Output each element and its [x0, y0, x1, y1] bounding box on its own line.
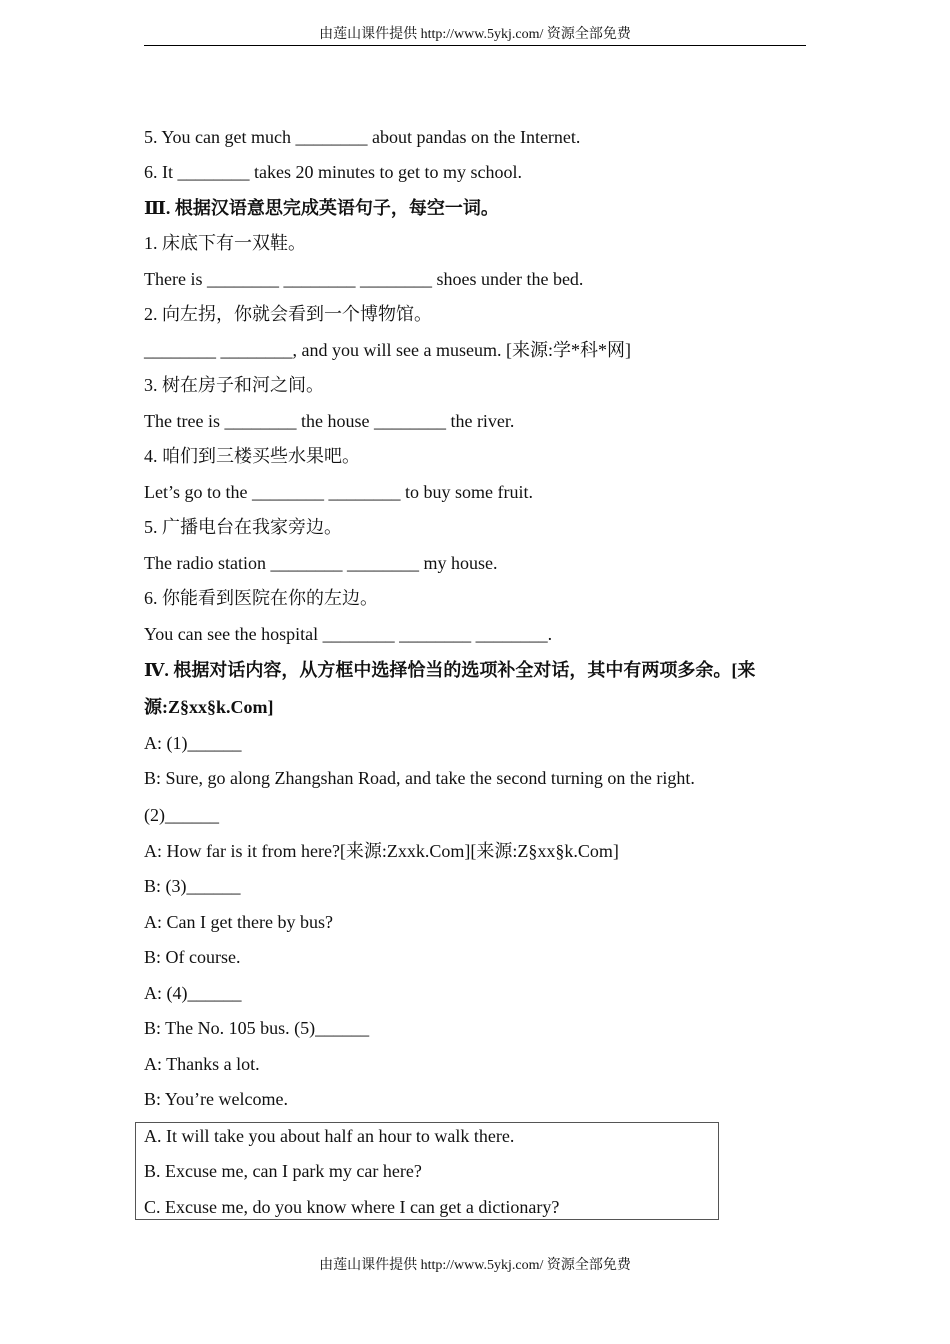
question-line: ________ ________, and you will see a museum. [来源:学*科*网]: [144, 340, 631, 360]
question-line: The radio station ________ ________ my house.: [144, 553, 498, 573]
header-divider: [144, 45, 806, 46]
question-line: 4. 咱们到三楼买些水果吧。: [144, 446, 360, 466]
question-line: 2. 向左拐，你就会看到一个博物馆。: [144, 304, 432, 324]
question-line: 6. 你能看到医院在你的左边。: [144, 588, 378, 608]
question-line: The tree is ________ the house ________ the river.: [144, 411, 515, 431]
section-heading: Ⅳ. 根据对话内容，从方框中选择恰当的选项补全对话，其中有两项多余。[来: [144, 660, 756, 680]
dialogue-line: A: (1)______: [144, 733, 242, 753]
page-footer: 由莲山课件提供 http://www.5ykj.com/ 资源全部免费: [319, 1258, 631, 1273]
question-line: There is ________ ________ ________ shoes under the bed.: [144, 269, 584, 289]
dialogue-line: B: You’re welcome.: [144, 1089, 288, 1109]
option-b: B. Excuse me, can I park my car here?: [144, 1161, 422, 1181]
question-line: 5. You can get much ________ about pandas on the Internet.: [144, 127, 581, 147]
dialogue-line: B: The No. 105 bus. (5)______: [144, 1018, 370, 1038]
section-heading-continued: 源:Z§xx§k.Com]: [144, 697, 274, 717]
page-header: 由莲山课件提供 http://www.5ykj.com/ 资源全部免费: [319, 27, 631, 42]
section-heading: Ⅲ. 根据汉语意思完成英语句子，每空一词。: [144, 198, 499, 218]
question-line: 3. 树在房子和河之间。: [144, 375, 324, 395]
dialogue-line: B: Sure, go along Zhangshan Road, and take the second turning on the right.: [144, 768, 695, 788]
dialogue-line: A: (4)______: [144, 983, 242, 1003]
question-line: 5. 广播电台在我家旁边。: [144, 517, 342, 537]
dialogue-line: A: Can I get there by bus?: [144, 912, 333, 932]
dialogue-line: B: (3)______: [144, 876, 241, 896]
question-line: You can see the hospital ________ ________ ________.: [144, 624, 553, 644]
dialogue-line: B: Of course.: [144, 947, 241, 967]
dialogue-line: A: How far is it from here?[来源:Zxxk.Com][来源:Z§xx§k.Com]: [144, 841, 619, 861]
question-line: 1. 床底下有一双鞋。: [144, 233, 306, 253]
question-line: Let’s go to the ________ ________ to buy some fruit.: [144, 482, 533, 502]
dialogue-line: (2)______: [144, 805, 219, 825]
question-line: 6. It ________ takes 20 minutes to get to my school.: [144, 162, 522, 182]
option-a: A. It will take you about half an hour to walk there.: [144, 1126, 515, 1146]
options-box: [135, 1122, 719, 1220]
option-c: C. Excuse me, do you know where I can get a dictionary?: [144, 1197, 560, 1217]
dialogue-line: A: Thanks a lot.: [144, 1054, 260, 1074]
